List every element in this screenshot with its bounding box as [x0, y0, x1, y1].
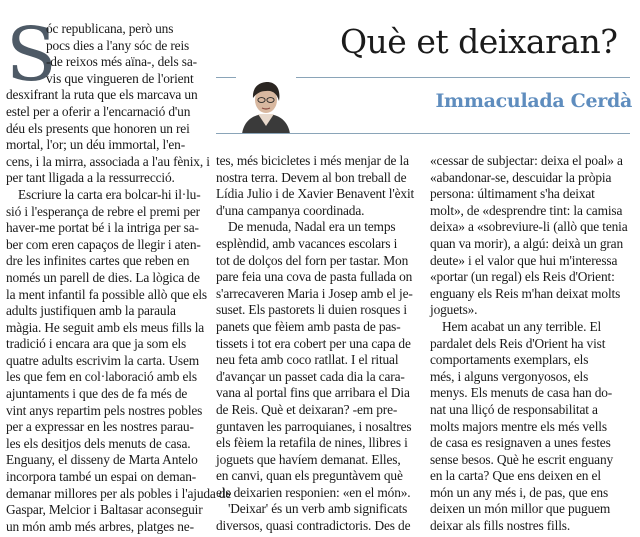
text-line: Enguany, el disseny de Marta Antelo — [6, 452, 198, 468]
text-line: s'arrecaveren Maria i Josep amb el je- — [216, 285, 413, 301]
text-line: de Reis. Què et deixaran? -em pre- — [216, 401, 398, 417]
text-line: la ment infantil fa possible allò que els — [6, 286, 207, 302]
text-line: les que fem en col·laboració amb els — [6, 369, 197, 385]
text-line: tissets i tot era cobert per una capa de — [216, 335, 411, 351]
text-line: déu els presents que honoren un rei — [6, 120, 190, 136]
text-line: per tant lligada a la ressurrecció. — [6, 170, 175, 186]
text-line: menys. Els menuts de casa han do- — [430, 385, 613, 401]
text-line: nat una lliçó de responsabilitat a — [430, 401, 598, 417]
text-line: vis que vingueren de l'orient — [46, 70, 194, 86]
article-column-3 — [430, 153, 632, 535]
article-column-1 — [6, 12, 232, 535]
text-line: cens, i la mirra, associada a l'au fènix, i — [6, 153, 210, 169]
text-line: tes, més bicicletes i més menjar de la — [216, 153, 409, 168]
text-line: suset. Els pastorets li duien rosques i — [216, 302, 407, 318]
text-line: persona: últimament s'ha deixat — [430, 186, 595, 202]
byline-divider — [216, 133, 630, 134]
text-line: «abandonar-se, descuidar la pròpia — [430, 169, 612, 185]
text-line: en canvi, quan els preguntàvem què — [216, 468, 403, 484]
text-line: De menuda, Nadal era un temps — [228, 219, 396, 235]
text-line: esplèndid, amb vacances escolars i — [216, 235, 398, 251]
drop-cap: S — [6, 12, 57, 98]
text-line: món un any més i, de pas, que ens — [430, 484, 609, 500]
text-line: deixar als fills nostres fills. — [430, 518, 571, 534]
text-line: 'Deixar' és un verb amb significats — [228, 501, 408, 517]
text-line: les els desitjos dels menuts de casa. — [6, 435, 191, 451]
text-line: deute» i el valor que hui m'interessa — [430, 252, 618, 268]
text-line: deixen un món millor que puguem — [430, 501, 611, 517]
author-byline: Immaculada Cerdà — [435, 90, 632, 112]
text-line: vint anys repartim pels nostres pobles — [6, 402, 203, 418]
text-line: «cessar de subjectar: deixa el poal» a — [430, 153, 623, 168]
text-line: joguets». — [430, 302, 478, 318]
text-line: més, i alguns vergonyosos, els — [430, 368, 589, 384]
text-line: ajuntaments i que des de fa més de — [6, 386, 188, 402]
text-line: de casa es resignaven a unes festes — [430, 435, 611, 451]
text-line: Hem acabat un any terrible. El — [442, 318, 602, 334]
text-line: joguets que havíem demanat. Elles, — [216, 451, 401, 467]
text-line: els fèiem la retafila de nines, llibres i — [216, 435, 408, 451]
text-line: Escriure la carta era bolcar-hi il·lu- — [18, 186, 201, 202]
text-line: sió i l'esperança de rebre el premi per — [6, 203, 200, 219]
text-line: incorpora també un espai on deman- — [6, 469, 197, 485]
text-line: mortal, l'or; un déu immortal, l'en- — [6, 137, 186, 153]
text-line: dre les infinites cartes que reben en — [6, 253, 190, 269]
text-line: quatre adults escrivim la carta. Usem — [6, 352, 200, 368]
text-line: nostra terra. Devem al bon treball de — [216, 169, 407, 185]
text-line: un món amb més arbres, platges ne- — [6, 518, 194, 534]
text-line: d'una campanya coordinada. — [216, 202, 365, 218]
article-title: Què et deixaran? — [340, 22, 618, 61]
text-line: haver-me portat bé i la intriga per sa- — [6, 220, 199, 236]
text-line: Gaspar, Melcior i Baltasar aconseguir — [6, 502, 203, 518]
author-portrait — [236, 74, 296, 134]
text-line: guntaven les parroquianes, i nosaltres — [216, 418, 412, 434]
text-line: deixa» a «sobreviure-li (allò que tenia — [430, 219, 628, 235]
text-line: molt», de «desprendre tint: la camisa — [430, 202, 623, 218]
article-column-2 — [216, 153, 416, 535]
text-line: desxifrant la ruta que els marcava un — [6, 87, 198, 103]
text-line: ber com eren capaços de llegir i aten- — [6, 236, 201, 252]
text-line: vana al portal fins que arribara el Dia — [216, 385, 410, 401]
text-line: sense besos. Què he escrit enguany — [430, 451, 614, 467]
text-line: Lídia Julio i de Xavier Benavent l'èxit — [216, 186, 415, 202]
text-line: -de reixos més aïna-, dels sa- — [46, 54, 197, 70]
text-line: óc republicana, però uns — [46, 21, 174, 36]
text-line: tot de dolços del forn per tastar. Mon — [216, 252, 409, 268]
text-line: quan va morir), a algú: deixà un gran — [430, 235, 624, 251]
text-line: diversos, quasi contradictoris. Des de — [216, 518, 411, 534]
text-line: pare feia una cova de pasta fullada on — [216, 269, 413, 285]
text-line: molts majors mentre els més vells — [430, 418, 607, 434]
text-line: «portar (un regal) els Reis d'Orient: — [430, 269, 615, 285]
text-line: panets que fèiem amb pasta de pas- — [216, 318, 401, 334]
text-line: en la carta? Que ens deixen en el — [430, 468, 601, 484]
text-line: enguany els Reis m'han deixat molts — [430, 285, 621, 301]
text-line: demanar millores per als pobles i l'ajuda de — [6, 485, 232, 501]
text-line: els deixarien responien: «en el món». — [216, 484, 411, 500]
text-line: estel per a oferir a l'encarnació d'un — [6, 103, 191, 119]
text-line: comportaments exemplars, els — [430, 352, 589, 368]
text-line: neu feta amb coco ratllat. I el ritual — [216, 352, 399, 368]
text-line: pocs dies a l'any sóc de reis — [46, 37, 190, 53]
text-line: per a expressar en les nostres parau- — [6, 419, 194, 435]
text-line: d'avançar un passet cada dia la cara- — [216, 368, 405, 384]
text-line: tradició i encara ara que ja som els — [6, 336, 187, 352]
text-line: màgia. He seguit amb els meus fills la — [6, 319, 205, 335]
text-line: només un parell de dies. La lògica de — [6, 269, 200, 285]
text-line: pardalet dels Reis d'Orient ha vist — [430, 335, 606, 351]
text-line: adults justifiquen amb la paraula — [6, 303, 176, 319]
